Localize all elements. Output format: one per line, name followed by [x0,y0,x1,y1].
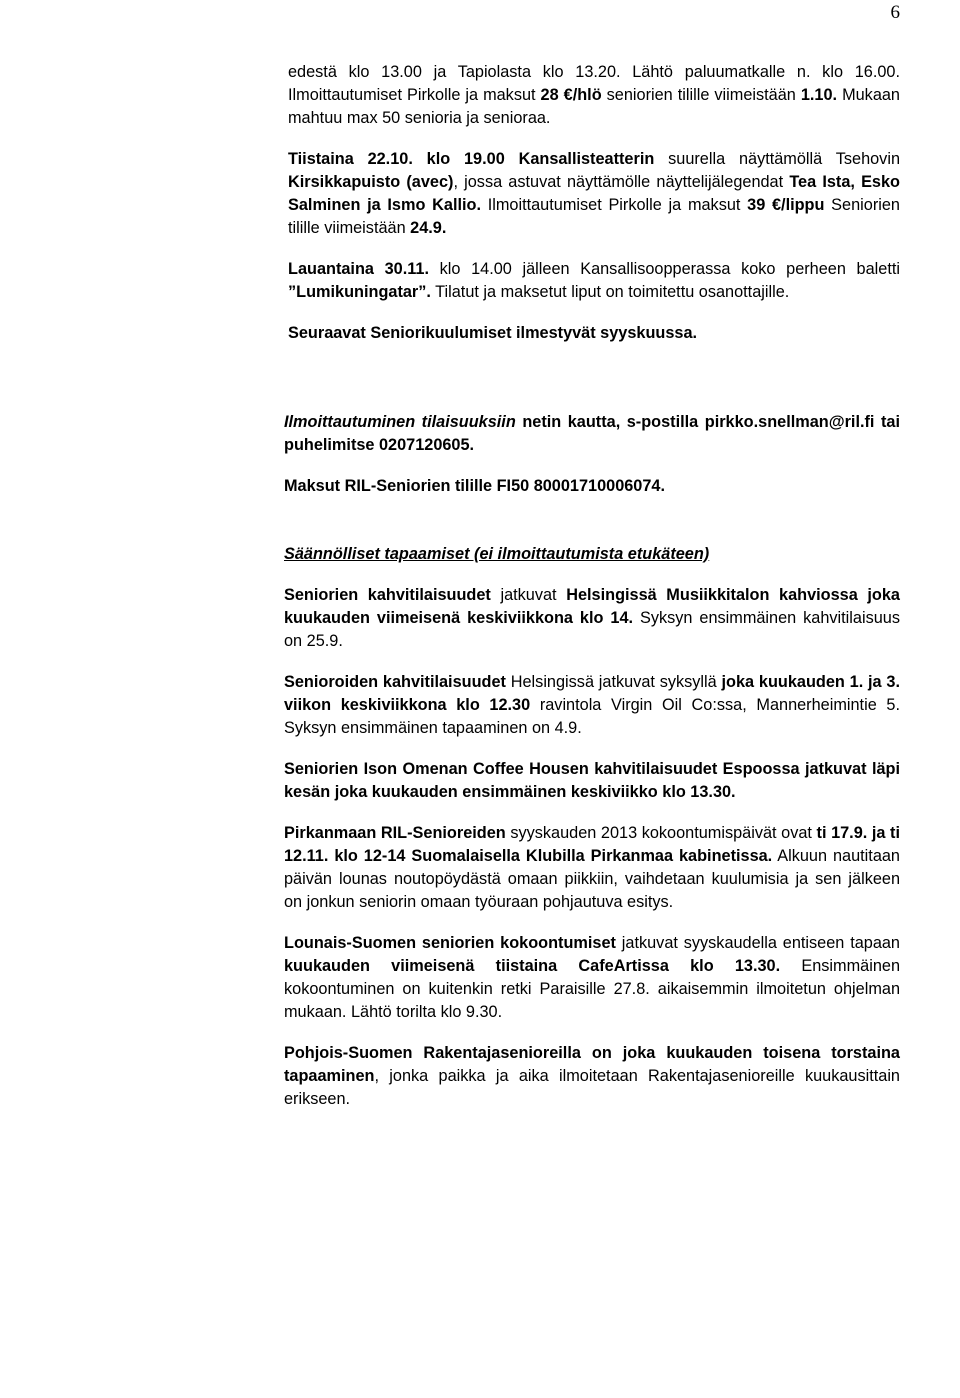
text-run: Ilmoittautumiset Pirkolle ja maksut [480,196,748,214]
next-issue-text: Seuraavat Seniorikuulumiset ilmestyvät syyskuussa. [288,324,698,342]
lounais-suomi-paragraph [284,932,900,1024]
trip-paragraph [288,61,900,130]
bold-run: kuukauden viimeisenä tiistaina CafeArtissa klo 13.30. [284,957,781,975]
text-run: suurella näyttämöllä Tsehovin [654,150,900,168]
pohjois-suomi-paragraph [284,1042,900,1111]
text-run: seniorien tilille viimeistään [601,86,801,104]
pirkanmaa-paragraph [284,822,900,914]
payment-info [284,475,900,498]
iso-omena-paragraph [284,758,900,804]
page-number: 6 [890,2,900,23]
text-run: Tilatut ja maksetut liput on toimitettu osanottajille. [430,283,790,301]
play-title: Kirsikkapuisto (avec) [288,173,454,191]
text-run: klo 14.00 jälleen Kansallisoopperassa koko perheen baletti [428,260,900,278]
bold-run: Helsingissä Musiikkitalon kahviossa joka kuukauden viimeisenä keskiviikkona klo 14. [284,586,900,627]
text-run: , jonka paikka ja aika ilmoitetaan Rakentajasenioreille kuukausittain erikseen. [284,1067,900,1108]
text-run: Syksyn ensimmäinen kahvitilaisuus on 25.9. [284,609,900,650]
text-run: Seniorien tilille viimeistään [288,196,900,237]
text-run: ravintola Virgin Oil Co:ssa, Mannerheimintie 5. Syksyn ensimmäinen tapaaminen on 4.9. [284,696,900,737]
bold-run: ti 17.9. ja ti 12.11. klo 12-14 Suomalaisella Klubilla Pirkanmaa kabinetissa. [284,824,900,865]
top-section [288,61,900,345]
event-date-text: Tiistaina 22.10. klo 19.00 Kansallisteatterin [288,150,655,168]
text-run: jatkuvat syyskaudella entiseen tapaan [615,934,900,952]
event-date-text: Lauantaina 30.11. [288,260,429,278]
bank-account-text: Maksut RIL-Seniorien tilille FI50 80001710006074. [284,477,665,495]
deadline-text: 1.10. [800,86,838,104]
coffee-seniors-paragraph [284,584,900,653]
registration-contact: netin kautta, s-postilla pirkko.snellman@ril.fi tai puhelimitse 0207120605. [284,413,900,454]
text-run: Mukaan mahtuu max 50 senioria ja senioraa. [288,86,900,127]
ballet-paragraph [288,258,900,304]
text-run: , jossa astuvat näyttämölle näyttelijälegendat [453,173,790,191]
actors-text: Tea Ista, Esko Salminen ja Ismo Kallio. [288,173,900,214]
regular-meetings-heading [284,543,900,566]
bold-run: Senioroiden kahvitilaisuudet [284,673,506,691]
section-heading: Säännölliset tapaamiset (ei ilmoittautumista etukäteen) [284,545,710,563]
bold-run: joka kuukauden 1. ja 3. viikon keskiviikkona klo 12.30 [284,673,900,714]
regular-meetings-section [284,543,900,1111]
bold-run: Seniorien kahvitilaisuudet [284,586,491,604]
theatre-paragraph [288,148,900,240]
deadline-text: 24.9. [410,219,447,237]
next-issue-note [288,322,900,345]
registration-label: Ilmoittautuminen tilaisuuksiin [284,413,516,431]
text-run: Ensimmäinen kokoontuminen on kuitenkin retki Paraisille 27.8. aikaisemmin ilmoitetun ohjelman mukaan. Lähtö torilta klo 9.30. [284,957,900,1021]
text-run: Helsingissä jatkuvat syksyllä [505,673,722,691]
contact-section [284,411,900,498]
bold-run: Seniorien Ison Omenan Coffee Housen kahvitilaisuudet Espoossa jatkuvat läpi kesän joka kuukauden ensimmäinen keskiviikko klo 13.30. [284,760,900,801]
text-run: edestä klo 13.00 ja Tapiolasta klo 13.20. Lähtö paluumatkalle n. klo 16.00. Ilmoittautumiset Pirkolle ja maksut [288,63,900,104]
text-run: jatkuvat [490,586,567,604]
price-text: 28 €/hlö [540,86,602,104]
bold-run: Lounais-Suomen seniorien kokoontumiset [284,934,616,952]
bold-run: Pohjois-Suomen Rakentajasenioreilla on joka kuukauden toisena torstaina tapaaminen [284,1044,900,1085]
bold-run: Pirkanmaan RIL-Senioreiden [284,824,506,842]
registration-info [284,411,900,457]
text-run: Alkuun nautitaan päivän lounas noutopöydästä omaan piikkiin, vaihdetaan kuulumisia ja sen jälkeen on jonkun seniorin omaan työuraan pohjautuva esitys. [284,847,900,911]
ballet-title: ”Lumikuningatar”. [288,283,431,301]
text-run: syyskauden 2013 kokoontumispäivät ovat [505,824,817,842]
price-text: 39 €/lippu [747,196,825,214]
coffee-seniorat-paragraph [284,671,900,740]
